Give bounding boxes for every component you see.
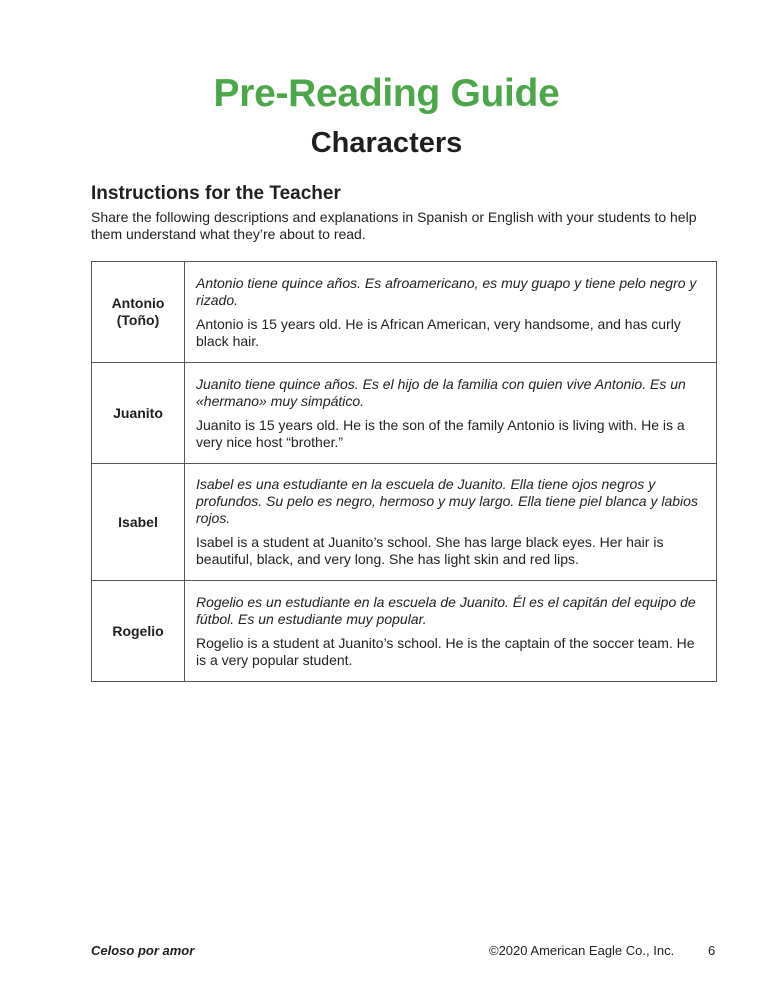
english-description: Juanito is 15 years old. He is the son of the family Antonio is living with. He is a very nice host “brother.”: [196, 416, 685, 450]
character-name: [92, 262, 185, 363]
footer-book-title: Celoso por amor: [91, 943, 195, 958]
table-row: [92, 262, 717, 363]
instructions-heading: Instructions for the Teacher: [91, 183, 341, 204]
character-name-text: Isabel: [118, 513, 158, 530]
spanish-description: Isabel es una estudiante en la escuela de Juanito. Ella tiene ojos negros y profundos. Su pelo es negro, hermoso y muy largo. Ella tiene piel blanca y labios rojos.: [196, 476, 698, 526]
english-description: Isabel is a student at Juanito’s school. She has large black eyes. Her hair is beautiful, black, and very long. She has light skin and red lips.: [196, 534, 664, 567]
characters-table: [91, 261, 717, 682]
character-description: [185, 581, 717, 682]
table-row: [92, 464, 717, 581]
page-number: 6: [708, 943, 716, 958]
instructions-text: Share the following descriptions and explanations in Spanish or English with your students to help them understand what they’re about to read.: [91, 209, 697, 242]
character-name-text: Rogelio: [112, 622, 164, 639]
table-row: [92, 363, 717, 464]
spanish-description: Rogelio es un estudiante en la escuela de Juanito. Él es el capitán del equipo de fútbol. Es un estudiante muy popular.: [196, 593, 696, 627]
english-description: Rogelio is a student at Juanito’s school. He is the captain of the soccer team. He is a very popular student.: [196, 634, 695, 668]
english-description: Antonio is 15 years old. He is African American, very handsome, and has curly black hair.: [196, 315, 681, 349]
character-name: [92, 363, 185, 464]
table-row: [92, 581, 717, 682]
spanish-description: Antonio tiene quince años. Es afroamericano, es muy guapo y tiene pelo negro y rizado.: [196, 274, 697, 308]
character-name: [92, 581, 185, 682]
page-title: Pre-Reading Guide: [213, 72, 560, 115]
spanish-description: Juanito tiene quince años. Es el hijo de la familia con quien vive Antonio. Es un «hermano» muy simpático.: [196, 375, 686, 409]
character-name-text: Juanito: [113, 404, 163, 421]
character-name: [92, 464, 185, 581]
character-description: [185, 464, 717, 581]
character-name-text: Antonio (Toño): [111, 295, 165, 328]
footer-copyright: ©2020 American Eagle Co., Inc.: [489, 943, 675, 958]
character-description: [185, 262, 717, 363]
page-subtitle: Characters: [310, 127, 463, 159]
character-description: [185, 363, 717, 464]
